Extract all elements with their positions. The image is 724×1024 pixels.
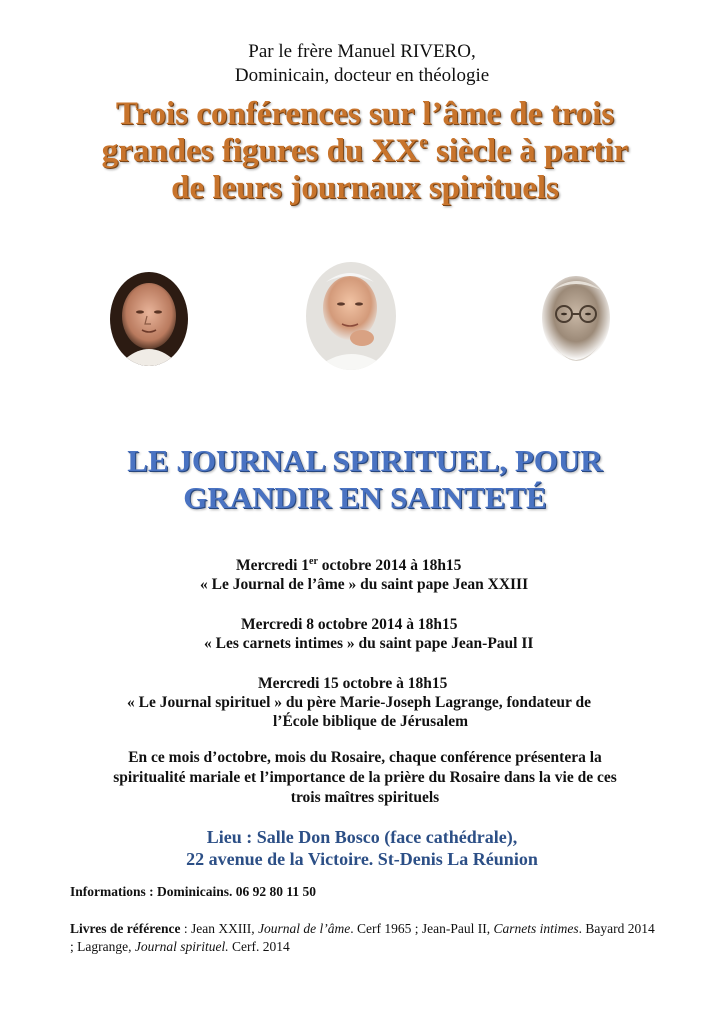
event-1-date: Mercredi 1er octobre 2014 à 18h15 <box>236 556 462 574</box>
headline <box>60 442 670 516</box>
event-3-desc-line-2: l’École biblique de Jérusalem <box>273 713 469 730</box>
author-credentials: Dominicain, docteur en théologie <box>234 65 490 86</box>
rosary-paragraph: En ce mois d’octobre, mois du Rosaire, chaque conférence présentera la spiritualité mariale et l’importance de la prière du Rosaire dans la vie de ces trois maîtres spirituels <box>113 749 617 806</box>
event-3-date: Mercredi 15 octobre à 18h15 <box>258 675 448 692</box>
contact-info: Informations : Dominicains. 06 92 80 11 50 <box>70 884 317 899</box>
main-title <box>40 96 690 207</box>
author-block <box>0 40 724 88</box>
title-line-1: Trois conférences sur l’âme de trois <box>115 96 615 132</box>
venue-block <box>0 826 724 870</box>
venue-line-1: Lieu : Salle Don Bosco (face cathédrale), <box>206 827 518 847</box>
event-3-desc-line-1: « Le Journal spirituel » du père Marie-Joseph Lagrange, fondateur de <box>127 694 591 711</box>
event-2-desc: « Les carnets intimes » du saint pape Jean-Paul II <box>204 635 534 652</box>
references-label: Livres de référence <box>70 921 181 936</box>
event-2-date: Mercredi 8 octobre 2014 à 18h15 <box>241 616 458 633</box>
portrait-jean-xxiii <box>110 272 188 366</box>
references: Livres de référence : Jean XXIII, Journal de l’âme. Cerf 1965 ; Jean-Paul II, Carnets intimes. Bayard 2014 ; Lagrange, Journal spirituel. Cerf. 2014 <box>70 921 655 954</box>
portrait-jean-paul-ii <box>306 262 396 370</box>
venue-line-2: 22 avenue de la Victoire. St-Denis La Réunion <box>186 849 538 869</box>
headline-line-1: LE JOURNAL SPIRITUEL, POUR <box>127 443 603 478</box>
title-line-3: de leurs journaux spirituels <box>171 170 559 206</box>
portrait-lagrange <box>523 262 629 392</box>
event-1-desc: « Le Journal de l’âme » du saint pape Jean XXIII <box>200 576 529 593</box>
title-line-2: grandes figures du XXe siècle à partir <box>101 132 629 169</box>
headline-line-2: GRANDIR EN SAINTETÉ <box>183 480 547 515</box>
author-name: Par le frère Manuel RIVERO, <box>248 41 476 62</box>
